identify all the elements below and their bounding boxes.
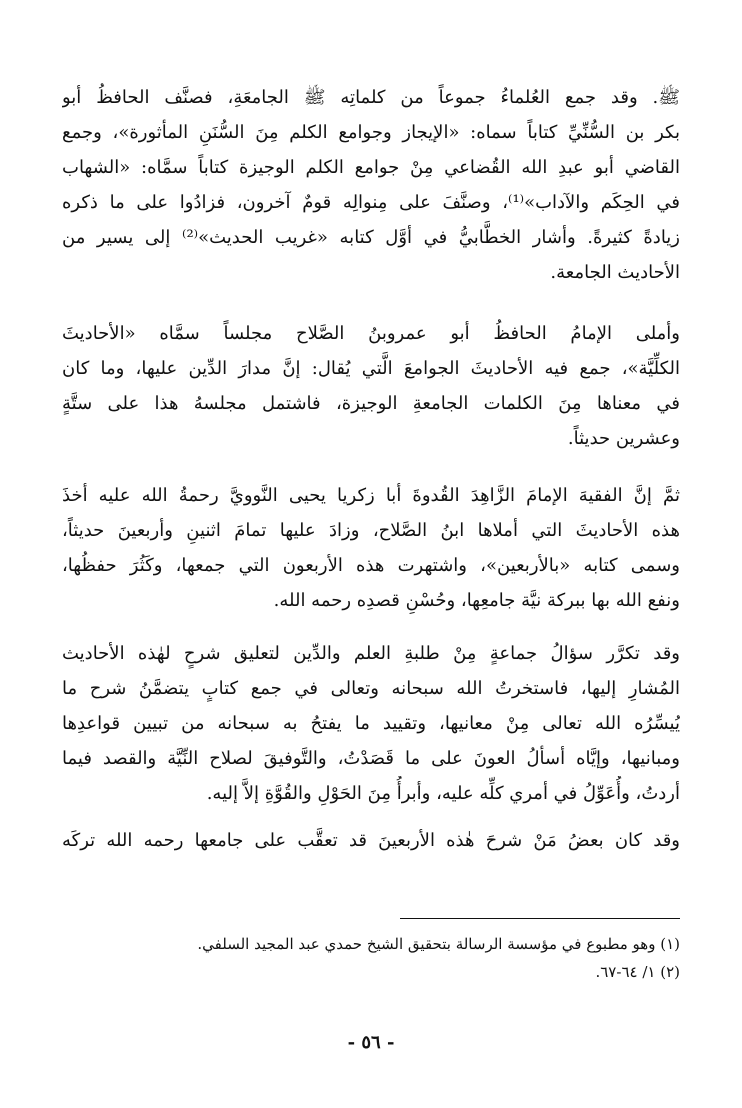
- text-line: ثمَّ إنَّ الفقيهَ الإمامَ الزَّاهِدَ القُدوةَ أبا زكريا يحيى النَّوويَّ رحمةُ الله عليه أخذَ: [62, 485, 680, 506]
- footnote-1: (١) وهو مطبوع في مؤسسة الرسالة بتحقيق الشيخ حمدي عبد المجيد السلفي.: [197, 935, 680, 953]
- text-line: الأحاديث الجامعة.: [550, 262, 680, 283]
- paragraph-5: [62, 823, 680, 858]
- footnote-2: (٢) ١/ ٦٤-٦٧.: [595, 963, 680, 981]
- text-line: في الحِكَم والآداب»⁽¹⁾، وصنَّفَ على مِنوالِه قومٌ آخرون، فزادُوا على ما ذكره: [62, 192, 680, 213]
- text-line: المُشارِ إليها، فاستخرتُ الله سبحانه وتعالى في جمع كتابٍ يتضمَّنُ شرح ما: [62, 678, 680, 699]
- text-line: وعشرين حديثاً.: [567, 428, 680, 449]
- text-line: في معناها مِنَ الكلمات الجامعةِ الوجيزة، فاشتمل مجلسهُ هذا على ستَّةٍ: [62, 393, 680, 414]
- page-number: - ٥٦ -: [347, 1032, 395, 1053]
- paragraph-3: [62, 478, 680, 618]
- text-line: وقد تكرَّر سؤالُ جماعةٍ مِنْ طلبةِ العلم والدِّين لتعليق شرحٍ لهٰذه الأحاديث: [62, 643, 680, 664]
- paragraph-2: [62, 316, 680, 456]
- paragraph-4: [62, 636, 680, 811]
- text-line: أردتُ، وأُعَوِّلُ في أمري كلِّه عليه، وأبرأُ مِنَ الحَوْلِ والقُوَّةِ إلاَّ إليه.: [206, 783, 680, 804]
- text-line: ونفع الله بها ببركة نيَّة جامعِها، وحُسْنِ قصدِه رحمه الله.: [273, 590, 680, 611]
- text-line: ﷺ. وقد جمع العُلماءُ جموعاً من كلماتِه ﷺ الجامعَةِ، فصنَّف الحافظُ أبو: [62, 87, 680, 108]
- text-line: يُيسِّرُه الله تعالى مِنْ معانيها، وتقييد ما يفتحُ به سبحانه من تبيين قواعدِها: [62, 713, 680, 734]
- text-line: وقد كان بعضُ مَنْ شرحَ هٰذه الأربعينَ قد تعقَّب على جامعها رحمه الله تركَه: [62, 830, 680, 851]
- text-line: زيادةً كثيرةً. وأشار الخطَّابيُّ في أوَّل كتابه «غريب الحديث»⁽²⁾ إلى يسير من: [62, 227, 680, 248]
- text-line: وسمى كتابه «بالأربعين»، واشتهرت هذه الأربعون التي جمعها، وكَثُرَ حفظُها،: [62, 555, 680, 576]
- body-text: [62, 80, 680, 884]
- text-line: القاضي أبو عبدِ الله القُضاعي مِنْ جوامع الكلم الوجيزة كتاباً سمَّاه: «الشهاب: [62, 157, 680, 178]
- footnotes: [62, 930, 680, 986]
- text-line: وأملى الإمامُ الحافظُ أبو عمروبنُ الصَّلاح مجلساً سمَّاه «الأحاديثَ: [62, 323, 680, 344]
- paragraph-1: [62, 80, 680, 290]
- text-line: الكلِّيَّة»، جمع فيه الأحاديثَ الجوامعَ الَّتي يُقال: إنَّ مدارَ الدِّين عليها، وما كان: [62, 358, 680, 379]
- footnote-divider: [400, 918, 680, 919]
- text-line: بكر بن السُّنِّيِّ كتاباً سماه: «الإيجاز وجوامع الكلم مِنَ السُّنَنِ المأثورة»، وجمع: [62, 122, 680, 143]
- text-line: هذه الأحاديثَ التي أملاها ابنُ الصَّلاح، وزادَ عليها تمامَ اثنينِ وأربعينَ حديثاً،: [62, 520, 680, 541]
- text-line: ومبانيها، وإيَّاه أسألُ العونَ على ما قَصَدْتُ، والتَّوفيقَ لصلاح النِّيَّة والقصد فيما: [62, 748, 680, 769]
